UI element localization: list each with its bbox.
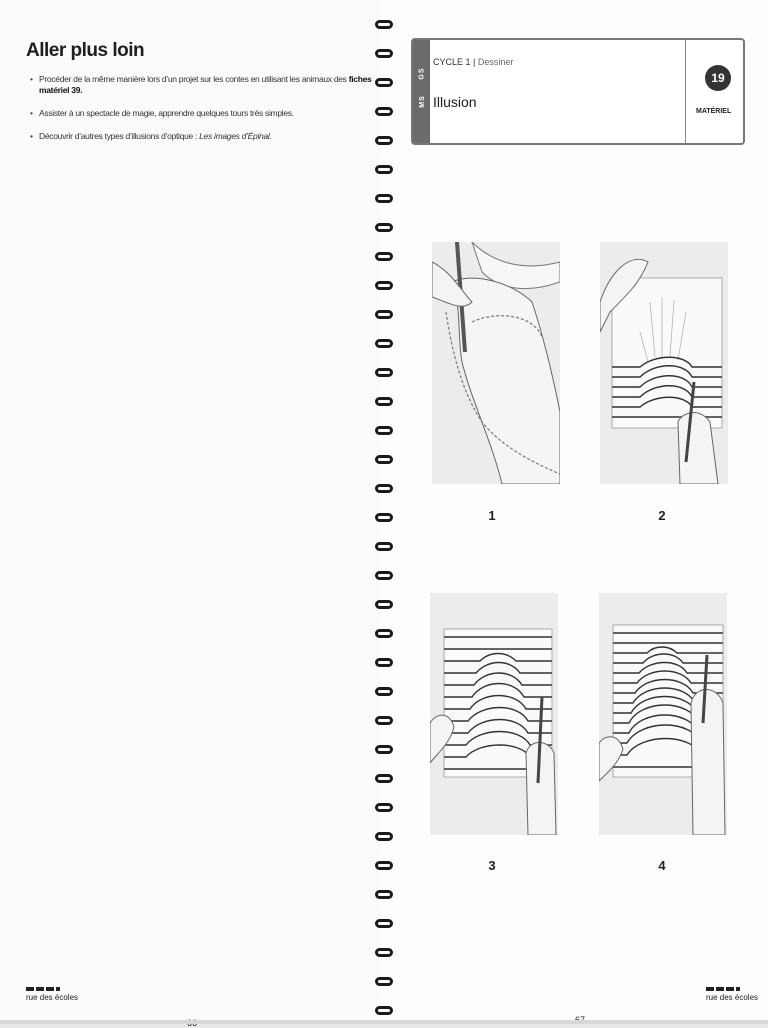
bullet-item: • Assister à un spectacle de magie, apprendre quelques tours très simples.: [30, 108, 375, 119]
lines-drawing-icon: [430, 593, 558, 835]
binding-ring: [375, 745, 393, 754]
binding-ring: [375, 629, 393, 638]
binding-ring: [375, 513, 393, 522]
binding-ring: [375, 223, 393, 232]
binding-ring: [375, 455, 393, 464]
binding-ring: [375, 339, 393, 348]
level-ms: MS: [418, 95, 426, 108]
bullet-item: • Découvrir d’autres types d’illusions d’optique : Les images d’Épinal.: [30, 131, 375, 142]
binding-ring: [375, 977, 393, 986]
figure-2: [600, 242, 728, 484]
binding-ring: [375, 20, 393, 29]
binding-ring: [375, 1006, 393, 1015]
figure-number: 2: [658, 508, 666, 523]
page-edge: [0, 1020, 380, 1024]
left-page: [0, 0, 380, 1024]
italic-ref: Les images d’Épinal.: [199, 131, 272, 141]
level-gs: GS: [418, 67, 426, 80]
binding-ring: [375, 397, 393, 406]
activity-header: [411, 38, 745, 145]
binding-ring: [375, 542, 393, 551]
level-strip: [413, 40, 430, 143]
bold-ref: fiches matériel 39.: [39, 74, 372, 95]
binding-ring: [375, 890, 393, 899]
header-divider: [685, 40, 686, 143]
binding-ring: [375, 658, 393, 667]
figure-number: 1: [488, 508, 496, 523]
category-label: MATÉRIEL: [696, 108, 732, 115]
binding-ring: [375, 861, 393, 870]
logo-bar: [26, 987, 60, 991]
activity-number-badge: 19: [705, 65, 731, 91]
bullet-list: [30, 74, 375, 154]
binding-ring: [375, 194, 393, 203]
binding-ring: [375, 426, 393, 435]
binding-ring: [375, 832, 393, 841]
binding-ring: [375, 716, 393, 725]
bullet-item: • Procéder de la même manière lors d’un projet sur les contes en utilisant les animaux des fiches matériel 39.: [30, 74, 375, 96]
publisher-logo: rue des écoles: [706, 987, 758, 1002]
binding-ring: [375, 919, 393, 928]
binding-ring: [375, 803, 393, 812]
figure-number: 4: [658, 858, 666, 873]
binding-ring: [375, 310, 393, 319]
binding-ring: [375, 948, 393, 957]
binding-ring: [375, 368, 393, 377]
binding-ring: [375, 774, 393, 783]
figure-4: [599, 593, 727, 835]
section-title: Aller plus loin: [26, 40, 145, 61]
binding-ring: [375, 107, 393, 116]
binding-ring: [375, 687, 393, 696]
binding-ring: [375, 571, 393, 580]
binding-ring: [375, 281, 393, 290]
binding-ring: [375, 600, 393, 609]
binding-ring: [375, 252, 393, 261]
spiral-binding: [372, 14, 398, 1024]
figure-3: [430, 593, 558, 835]
binding-ring: [375, 49, 393, 58]
lines-drawing-icon: [599, 593, 727, 835]
lines-drawing-icon: [600, 242, 728, 484]
hand-tracing-icon: [432, 242, 560, 484]
binding-ring: [375, 484, 393, 493]
figure-1: [432, 242, 560, 484]
page-edge: [380, 1020, 768, 1024]
binding-ring: [375, 78, 393, 87]
binding-ring: [375, 136, 393, 145]
figure-number: 3: [488, 858, 496, 873]
publisher-logo: rue des écoles: [26, 987, 78, 1002]
right-page: [380, 0, 768, 1024]
binding-ring: [375, 165, 393, 174]
activity-title: Illusion: [433, 94, 477, 110]
cycle-line: CYCLE 1 | Dessiner: [433, 57, 514, 67]
logo-bar: [706, 987, 740, 991]
